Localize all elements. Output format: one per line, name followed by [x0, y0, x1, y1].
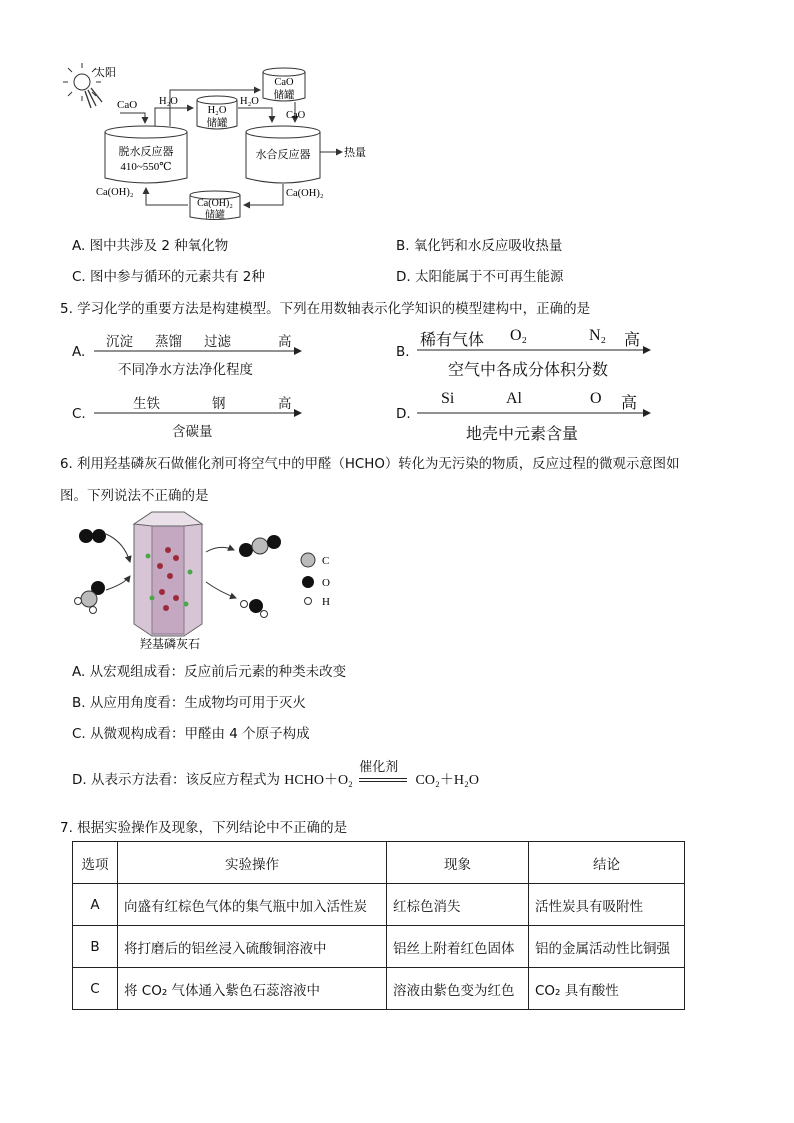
q5-c-axis-label: 含碳量	[172, 424, 213, 440]
svg-text:H₂O: H₂O	[159, 96, 178, 107]
catalysis-diagram	[68, 506, 348, 652]
svg-text:CaO: CaO	[274, 77, 294, 88]
q5-b-axis	[417, 345, 653, 355]
q6-option-c: C. 从微观构成看：甲醛由 4 个原子构成	[72, 726, 310, 742]
q5-c-label-2: 钢	[212, 396, 226, 412]
svg-text:储罐: 储罐	[206, 118, 228, 129]
q6-stem-line2: 图。下列说法不正确的是	[60, 488, 209, 504]
q6-option-d: D. 从表示方法看：该反应方程式为 HCHO＋O₂ 催化剂 CO₂＋H₂O	[72, 760, 479, 788]
q5-d-label-1: Si	[441, 390, 455, 407]
dehydrate-reactor-temp: 410~550℃	[120, 161, 172, 173]
q5-a-label-2: 蒸馏	[155, 334, 182, 350]
cao-left-label: CaO	[117, 99, 138, 111]
q5-a-label-3: 过滤	[204, 334, 231, 350]
table-header-row: 选项 实验操作 现象 结论	[73, 842, 685, 884]
catalyst-crystal	[134, 512, 202, 636]
equation-right: CO₂＋H₂O	[415, 773, 479, 788]
q5-d-label-high: 高	[621, 395, 638, 412]
q5-stem: 5. 学习化学的重要方法是构建模型。下列在用数轴表示化学知识的模型建构中，正确的是	[60, 301, 591, 317]
q6-option-a: A. 从宏观组成看：反应前后元素的种类未改变	[72, 664, 347, 680]
q5-b-label-1: 稀有气体	[420, 332, 485, 349]
q6-stem-line1: 6. 利用羟基磷灰石做催化剂可将空气中的甲醛（HCHO）转化为无污染的物质，反应过程的微观示意图如	[60, 457, 680, 472]
svg-text:Ca(OH)₂: Ca(OH)₂	[286, 188, 324, 199]
cycle-diagram	[60, 60, 380, 225]
q5-b-axis-label: 空气中各成分体积分数	[448, 362, 609, 379]
svg-text:储罐: 储罐	[205, 210, 225, 221]
svg-text:C: C	[322, 555, 330, 567]
svg-text:储罐: 储罐	[273, 90, 295, 101]
table-row: C 将 CO₂ 气体通入紫色石蕊溶液中 溶液由紫色变为红色 CO₂ 具有酸性	[73, 968, 685, 1010]
svg-text:H₂O: H₂O	[207, 105, 227, 116]
hydrate-reactor-name: 水合反应器	[255, 149, 311, 161]
legend	[301, 553, 330, 608]
sun-label: 太阳	[94, 67, 116, 79]
q5-d-label-3: O	[590, 390, 602, 407]
q5-b-label-3: N₂	[589, 327, 607, 344]
q5-a-axis-label: 不同净水方法净化程度	[118, 362, 253, 378]
svg-text:H: H	[322, 596, 330, 608]
q6-option-b: B. 从应用角度看：生成物均可用于灭火	[72, 695, 306, 711]
q5-d-axis	[417, 408, 653, 418]
table-row: A 向盛有红棕色气体的集气瓶中加入活性炭 红棕色消失 活性炭具有吸附性	[73, 884, 685, 926]
table-row: B 将打磨后的铝丝浸入硫酸铜溶液中 铝丝上附着红色固体 铝的金属活动性比铜强	[73, 926, 685, 968]
svg-text:H₂O: H₂O	[240, 96, 259, 107]
equation-left: HCHO＋O₂	[284, 773, 353, 788]
h2o-tank	[197, 96, 237, 129]
equation-condition: 催化剂	[359, 773, 409, 787]
hcho-molecule	[75, 581, 106, 614]
svg-text:CaO: CaO	[286, 110, 306, 121]
co2-molecule	[239, 535, 281, 557]
catalyst-label: 羟基磷灰石	[139, 637, 201, 651]
q5-b-label-high: 高	[624, 332, 641, 349]
q4-option-a: A. 图中共涉及 2 种氧化物	[72, 238, 229, 254]
q5-d-label-2: Al	[506, 390, 522, 407]
q4-option-d: D. 太阳能属于不可再生能源	[396, 269, 564, 285]
q4-option-b: B. 氧化钙和水反应吸收热量	[396, 238, 563, 254]
q5-d-axis-label: 地壳中元素含量	[466, 426, 579, 443]
svg-text:Ca(OH)₂: Ca(OH)₂	[96, 187, 134, 198]
heat-label: 热量	[344, 147, 366, 159]
q5-c-label-high: 高	[278, 396, 292, 412]
svg-text:O: O	[322, 577, 330, 589]
dehydrate-reactor-name: 脱水反应器	[118, 146, 174, 158]
q5-a-label-high: 高	[278, 334, 292, 350]
q7-stem: 7. 根据实验操作及现象，下列结论中不正确的是	[60, 820, 348, 836]
o2-molecule	[79, 529, 106, 543]
q5-c-label-1: 生铁	[133, 396, 160, 412]
q5-b-label-2: O₂	[510, 327, 528, 344]
q5-c-axis	[94, 408, 304, 418]
q5-a-label-1: 沉淀	[106, 334, 133, 350]
experiment-table	[72, 841, 685, 1010]
h2o-molecule	[241, 599, 268, 618]
q4-option-c: C. 图中参与循环的元素共有 2种	[72, 269, 265, 285]
q5-a-axis	[94, 346, 304, 356]
hydrate-reactor	[246, 126, 320, 183]
svg-text:Ca(OH)₂: Ca(OH)₂	[197, 198, 233, 209]
cao-tank	[263, 68, 305, 101]
caoh2-tank	[190, 191, 240, 221]
dehydrate-reactor	[105, 126, 187, 183]
